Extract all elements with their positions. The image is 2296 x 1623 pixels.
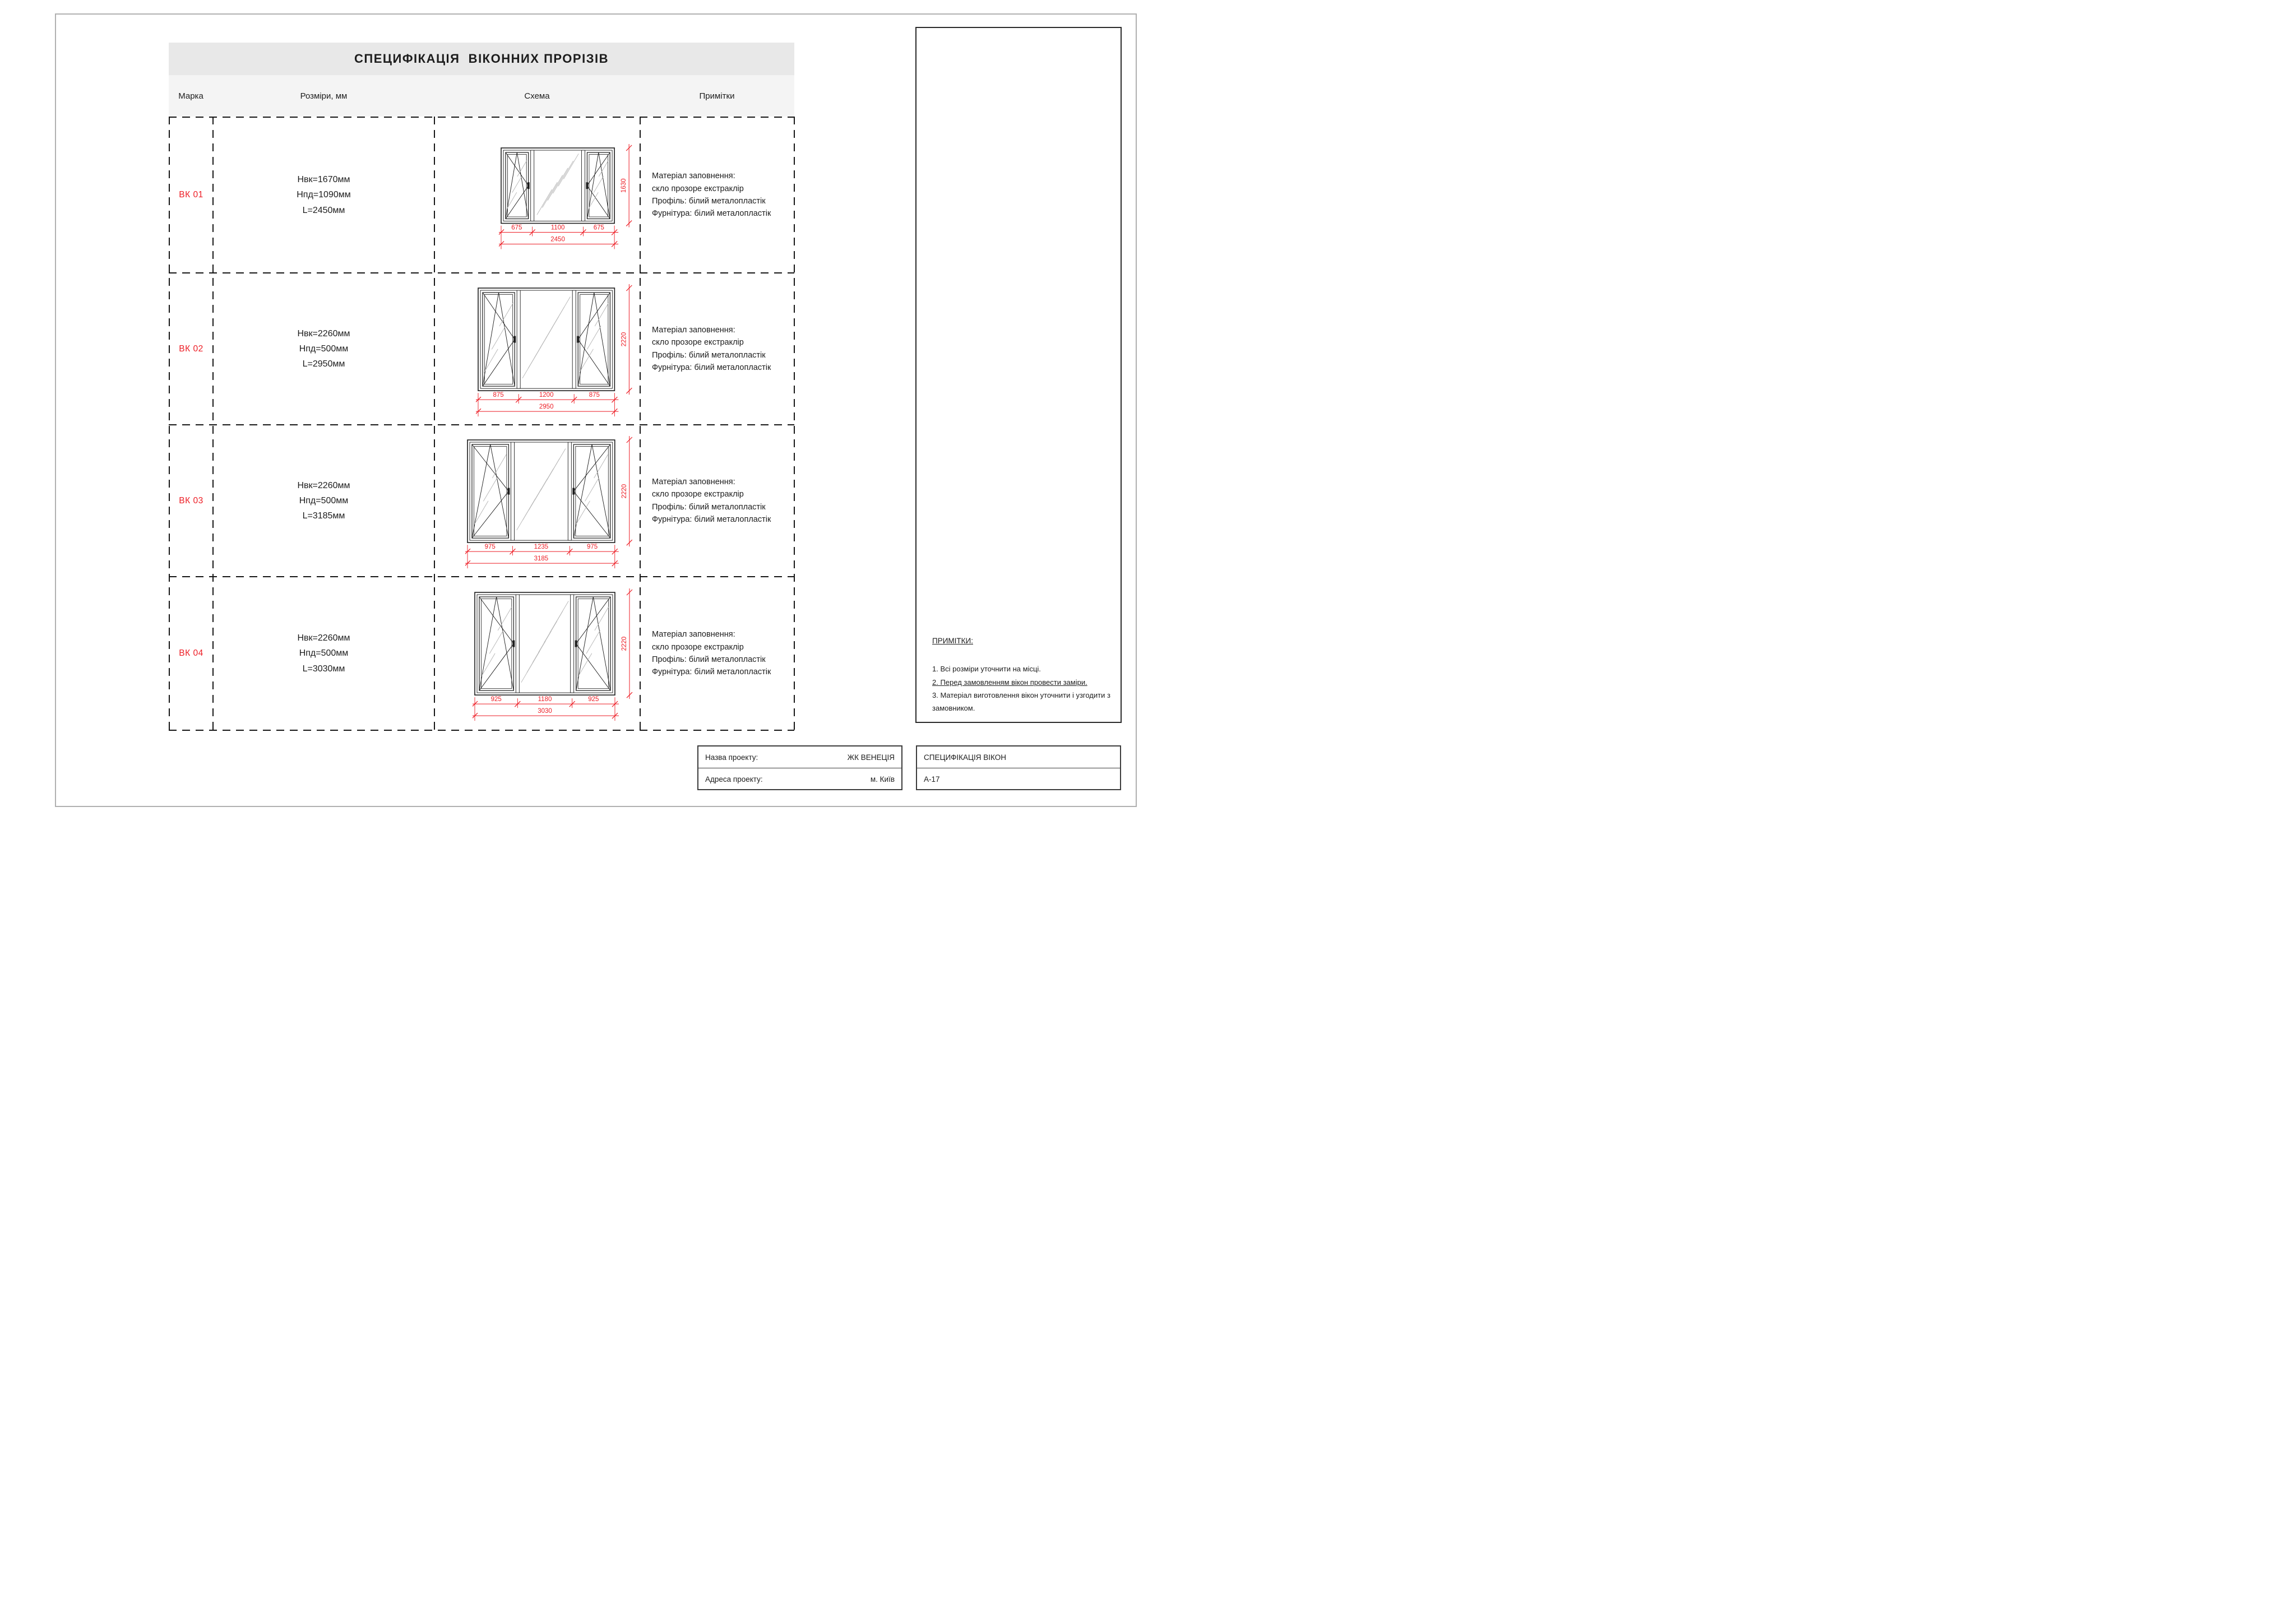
svg-text:975: 975 (586, 543, 598, 550)
row-window-schema (435, 577, 640, 730)
note-line: Фурнітура: білий металопластік (652, 363, 771, 372)
drawing-sheet (0, 0, 1148, 812)
svg-text:2220: 2220 (621, 636, 628, 651)
notes-items (932, 662, 1112, 715)
column-header-mark: Марка (178, 91, 203, 101)
dimension-line: L=2950мм (302, 359, 345, 369)
note-line: 1. Всі розміри уточнити на місці. (932, 665, 1041, 674)
note-line: Матеріал заповнення: (652, 171, 735, 181)
window-drawing (473, 588, 644, 724)
notes-panel (915, 27, 1122, 723)
project-name-value: ЖК ВЕНЕЦІЯ (847, 753, 895, 762)
row-window-schema (435, 273, 640, 424)
note-line: скло прозоре екстраклір (652, 184, 744, 193)
note-line: 3. Матеріал виготовлення вікон уточнити і узгодити з замовником. (932, 691, 1110, 713)
project-name-label: Назва проекту: (705, 753, 758, 762)
note-line: Профіль: білий металопластік (652, 502, 766, 512)
row-notes (641, 425, 794, 576)
column-header-schema: Схема (524, 91, 550, 101)
svg-text:2450: 2450 (550, 235, 565, 243)
svg-text:925: 925 (490, 696, 502, 703)
sheet-number: А-17 (924, 775, 940, 783)
row-dimensions (214, 273, 434, 424)
svg-text:1180: 1180 (538, 696, 552, 703)
svg-text:3185: 3185 (534, 555, 549, 562)
row-mark: ВК 04 (179, 648, 203, 658)
sheet-title: СПЕЦИФІКАЦІЯ ВІКОН (924, 753, 1006, 762)
table-header-row (169, 75, 794, 117)
note-line: Фурнітура: білий металопластік (652, 667, 771, 677)
dimension-line: Нпд=1090мм (297, 190, 351, 200)
title-block-sheet (916, 745, 1121, 790)
window-drawing (476, 284, 644, 419)
row-dimensions (214, 425, 434, 576)
svg-text:925: 925 (588, 696, 599, 703)
svg-text:1630: 1630 (621, 178, 628, 193)
project-name-row (698, 746, 901, 768)
note-line: Матеріал заповнення: (652, 477, 735, 486)
note-line: Профіль: білий металопластік (652, 197, 766, 206)
window-drawing (499, 143, 644, 252)
note-line: Матеріал заповнення: (652, 325, 735, 335)
svg-text:2220: 2220 (621, 484, 628, 498)
note-line: скло прозоре екстраклір (652, 490, 744, 499)
project-address-value: м. Київ (870, 775, 895, 783)
dimension-line: Нвк=2260мм (297, 328, 350, 338)
notes-title: ПРИМІТКИ: (932, 637, 973, 645)
dimension-line: L=3185мм (302, 511, 345, 521)
row-window-schema (435, 118, 640, 272)
note-line: Профіль: білий металопластік (652, 350, 766, 360)
note-line: Фурнітура: білий металопластік (652, 514, 771, 524)
title-block-project (697, 745, 902, 790)
grid-line-vertical (794, 117, 795, 731)
note-line: 2. Перед замовленням вікон провести заміри. (932, 678, 1087, 687)
svg-text:975: 975 (484, 543, 496, 550)
svg-text:1200: 1200 (539, 391, 554, 398)
svg-text:875: 875 (589, 391, 600, 398)
row-dimensions (214, 577, 434, 730)
sheet-title-row (917, 746, 1120, 768)
row-notes (641, 118, 794, 272)
svg-text:3030: 3030 (538, 708, 552, 715)
sheet-number-row (917, 768, 1120, 790)
svg-text:875: 875 (493, 391, 504, 398)
svg-text:675: 675 (511, 224, 522, 231)
row-mark: ВК 03 (179, 495, 203, 506)
project-address-row (698, 768, 901, 790)
note-line: скло прозоре екстраклір (652, 642, 744, 652)
dimension-line: Нпд=500мм (299, 344, 349, 354)
dimension-line: Нпд=500мм (299, 648, 349, 659)
row-notes (641, 273, 794, 424)
svg-text:1235: 1235 (534, 543, 549, 550)
dimension-line: Нпд=500мм (299, 495, 349, 506)
dimension-line: Нвк=2260мм (297, 480, 350, 490)
notes-block (932, 634, 1112, 715)
row-notes (641, 577, 794, 730)
dimension-line: L=2450мм (302, 205, 345, 215)
row-mark: ВК 01 (179, 190, 203, 200)
row-dimensions (214, 118, 434, 272)
dimension-line: Нвк=1670мм (297, 175, 350, 185)
column-header-dimensions: Розміри, мм (300, 91, 348, 101)
note-line: скло прозоре екстраклір (652, 338, 744, 347)
svg-text:2220: 2220 (621, 332, 628, 346)
row-window-schema (435, 425, 640, 576)
svg-text:2950: 2950 (539, 403, 554, 410)
window-drawing (465, 435, 644, 571)
note-line: Фурнітура: білий металопластік (652, 209, 771, 219)
note-line: Матеріал заповнення: (652, 630, 735, 639)
dimension-line: L=3030мм (302, 664, 345, 674)
grid-line-horizontal (169, 730, 794, 731)
svg-text:675: 675 (593, 224, 604, 231)
note-line: Профіль: білий металопластік (652, 655, 766, 664)
svg-text:1100: 1100 (550, 224, 565, 231)
row-mark: ВК 02 (179, 344, 203, 354)
dimension-line: Нвк=2260мм (297, 633, 350, 643)
table-title: СПЕЦИФІКАЦІЯ ВІКОННИХ ПРОРІЗІВ (169, 43, 794, 75)
project-address-label: Адреса проекту: (705, 775, 763, 783)
column-header-notes: Примітки (699, 91, 735, 101)
